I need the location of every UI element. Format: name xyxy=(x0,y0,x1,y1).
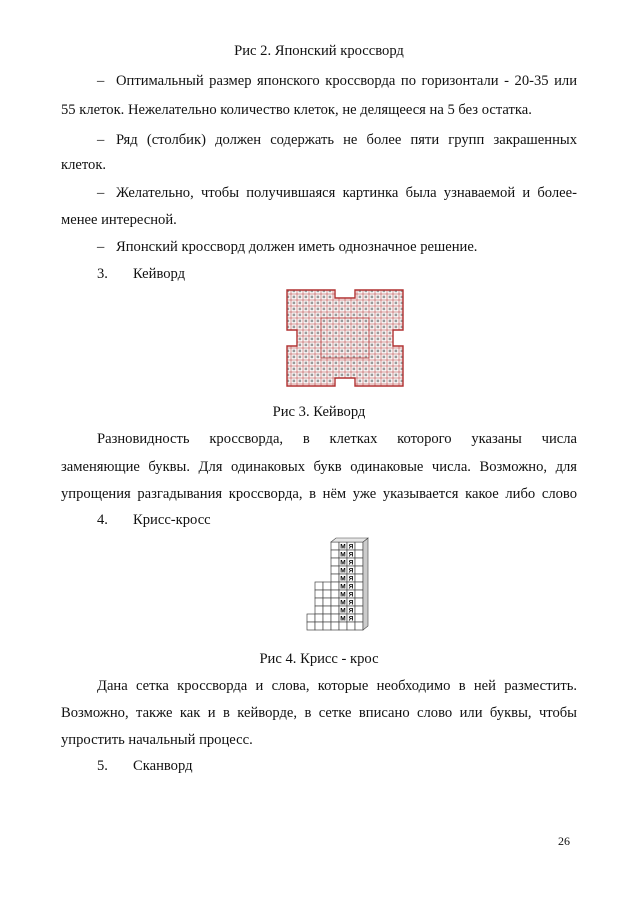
cell-letter: М xyxy=(340,591,346,599)
section4-title: Крисс-кросс xyxy=(133,512,211,528)
grid-cell xyxy=(323,590,331,598)
cell-letter: Я xyxy=(348,583,354,591)
grid-cell xyxy=(355,542,363,550)
cell-letter: Я xyxy=(348,551,354,559)
bullet-1-line2: 55 клеток. Нежелательно количество клеток, не делящееся на 5 без остатка. xyxy=(61,102,532,118)
grid-cell xyxy=(355,590,363,598)
cell-letter: Я xyxy=(348,591,354,599)
grid-cell xyxy=(323,582,331,590)
section3-title: Кейворд xyxy=(133,266,186,282)
cell-letter: Я xyxy=(348,599,354,607)
grid-cell xyxy=(355,550,363,558)
cell-letter: М xyxy=(340,583,346,591)
section4-number: 4. xyxy=(97,512,108,528)
grid-cell xyxy=(355,558,363,566)
grid-cell xyxy=(307,614,315,622)
bullet-1-dash: – xyxy=(97,73,105,89)
bullet-3-dash: – xyxy=(97,185,105,201)
fig3-caption: Рис 3. Кейворд xyxy=(272,404,366,420)
bullet-4-line1: Японский кроссворд должен иметь однозначное решение. xyxy=(116,239,478,255)
page-number: 26 xyxy=(558,834,570,848)
grid-cell xyxy=(331,550,339,558)
grid-cell xyxy=(339,622,347,630)
grid-cell xyxy=(307,622,315,630)
grid-cell xyxy=(323,622,331,630)
grid-cell xyxy=(315,622,323,630)
bullet-2-line2: клеток. xyxy=(61,157,107,173)
grid-cell xyxy=(323,614,331,622)
criss-cross-figure xyxy=(303,534,379,638)
cell-letter: Я xyxy=(348,543,354,551)
cell-letter: М xyxy=(340,559,346,567)
section3-number: 3. xyxy=(97,266,108,282)
bullet-4-dash: – xyxy=(97,239,105,255)
cell-letter: Я xyxy=(348,615,354,623)
fig4-caption: Рис 4. Крисс - крос xyxy=(259,651,379,667)
keyword-crossword-figure xyxy=(285,288,405,388)
fig3-para-line2: заменяющие буквы. Для одинаковых букв одинаковые числа. Возможно, для xyxy=(61,459,577,475)
fig2-caption: Рис 2. Японский кроссворд xyxy=(234,43,404,59)
grid-cell xyxy=(331,558,339,566)
grid-cell xyxy=(315,614,323,622)
grid-cell xyxy=(315,590,323,598)
cell-letter: М xyxy=(340,575,346,583)
grid-cell xyxy=(331,606,339,614)
grid-cell xyxy=(347,622,355,630)
cell-letter: М xyxy=(340,567,346,575)
bullet-3-line2: менее интересной. xyxy=(61,212,177,228)
grid-cell xyxy=(355,574,363,582)
grid-cell xyxy=(355,566,363,574)
cell-letter: Я xyxy=(348,575,354,583)
grid-cell xyxy=(331,598,339,606)
grid-cell xyxy=(355,614,363,622)
grid-cell xyxy=(331,590,339,598)
section5-number: 5. xyxy=(97,758,108,774)
grid-cell xyxy=(355,622,363,630)
cell-letter: Я xyxy=(348,567,354,575)
grid-side-shade xyxy=(363,538,368,630)
cell-letter: М xyxy=(340,551,346,559)
grid-cell xyxy=(331,574,339,582)
bullet-2-dash: – xyxy=(97,132,105,148)
fig4-para-line3: упростить начальный процесс. xyxy=(61,732,253,748)
grid-cell xyxy=(315,606,323,614)
bullet-2-line1: Ряд (столбик) должен содержать не более пяти групп закрашенных xyxy=(116,132,577,148)
cell-letter: Я xyxy=(348,607,354,615)
grid-cell xyxy=(355,598,363,606)
grid-cell xyxy=(331,542,339,550)
fig4-para-line2: Возможно, также как и в кейворде, в сетке вписано слово или буквы, чтобы xyxy=(61,705,577,721)
section5-title: Сканворд xyxy=(133,758,193,774)
grid-cell xyxy=(331,614,339,622)
fig3-para-line3: упрощения разгадывания кроссворда, в нём уже указывается какое либо слово xyxy=(61,486,577,502)
grid-cell xyxy=(331,582,339,590)
fig4-para-line1: Дана сетка кроссворда и слова, которые необходимо в ней разместить. xyxy=(97,678,577,694)
grid-cell xyxy=(315,598,323,606)
grid-cell xyxy=(331,566,339,574)
cell-letter: М xyxy=(340,543,346,551)
grid-cell xyxy=(315,582,323,590)
grid-cell xyxy=(355,606,363,614)
fig3-para-line1: Разновидность кроссворда, в клетках которого указаны числа xyxy=(97,431,577,447)
grid-top-shade xyxy=(331,538,368,542)
grid-cell xyxy=(355,582,363,590)
cell-letter: Я xyxy=(348,559,354,567)
bullet-1-line1: Оптимальный размер японского кроссворда по горизонтали - 20-35 или xyxy=(116,73,577,89)
grid-cell xyxy=(331,622,339,630)
cell-letter: М xyxy=(340,615,346,623)
grid-cell xyxy=(323,598,331,606)
bullet-3-line1: Желательно, чтобы получившаяся картинка была узнаваемой и более- xyxy=(116,185,577,201)
grid-cell xyxy=(323,606,331,614)
cell-letter: М xyxy=(340,607,346,615)
cell-letter: М xyxy=(340,599,346,607)
